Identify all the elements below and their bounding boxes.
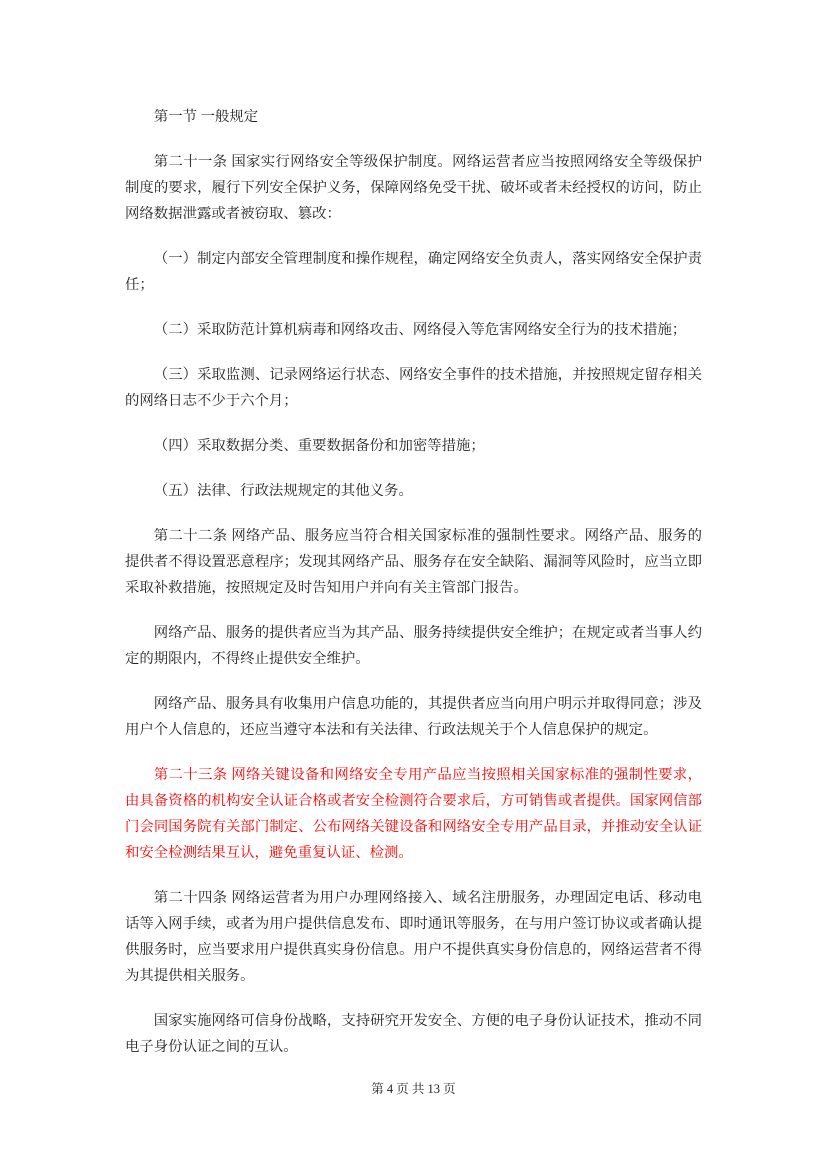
section-heading: 第一节 一般规定 (153, 109, 259, 125)
paragraph-list (125, 149, 702, 1060)
paragraph-article-22: 第二十二条 网络产品、服务应当符合相关国家标准的强制性要求。网络产品、服务的提供者不得设置恶意程序；发现其网络产品、服务存在安全缺陷、漏洞等风险时，应当立即采取补救措施，按照规定及时告知用户并向有关主管部门报告。 (125, 528, 702, 596)
paragraph-article-21-item-3: （三）采取监测、记录网络运行状态、网络安全事件的技术措施，并按照规定留存相关的网络日志不少于六个月； (125, 367, 702, 409)
page-footer (0, 1080, 827, 1098)
paragraph-article-23: 第二十三条 网络关键设备和网络安全专用产品应当按照相关国家标准的强制性要求，由具备资格的机构安全认证合格或者安全检测符合要求后，方可销售或者提供。国家网信部门会同国务院有关部门制定、公布网络关键设备和网络安全专用产品目录，并推动安全认证和安全检测结果互认，避免重复认证、检测。 (125, 767, 702, 861)
paragraph-article-21-item-4: （四）采取数据分类、重要数据备份和加密等措施； (153, 438, 485, 454)
paragraph-article-22-para-2: 网络产品、服务的提供者应当为其产品、服务持续提供安全维护；在规定或者当事人约定的期限内，不得终止提供安全维护。 (125, 625, 702, 667)
page-number-indicator: 第 4 页 共 13 页 (371, 1082, 456, 1096)
document-content (125, 104, 702, 1079)
paragraph-article-21-item-2: （二）采取防范计算机病毒和网络攻击、网络侵入等危害网络安全行为的技术措施； (153, 322, 687, 338)
paragraph-article-21: 第二十一条 国家实行网络安全等级保护制度。网络运营者应当按照网络安全等级保护制度的要求，履行下列安全保护义务，保障网络免受干扰、破坏或者未经授权的访问，防止网络数据泄露或者被窃取、篡改： (125, 154, 702, 222)
paragraph-article-21-item-5: （五）法律、行政法规规定的其他义务。 (153, 483, 413, 499)
paragraph-article-24: 第二十四条 网络运营者为用户办理网络接入、域名注册服务，办理固定电话、移动电话等入网手续，或者为用户提供信息发布、即时通讯等服务，在与用户签订协议或者确认提供服务时，应当要求用户提供真实身份信息。用户不提供真实身份信息的，网络运营者不得为其提供相关服务。 (125, 890, 702, 984)
paragraph-article-24-para-2: 国家实施网络可信身份战略，支持研究开发安全、方便的电子身份认证技术，推动不同电子身份认证之间的互认。 (125, 1013, 702, 1055)
paragraph-article-22-para-3: 网络产品、服务具有收集用户信息功能的，其提供者应当向用户明示并取得同意；涉及用户个人信息的，还应当遵守本法和有关法律、行政法规关于个人信息保护的规定。 (125, 696, 702, 738)
paragraph-article-21-item-1: （一）制定内部安全管理制度和操作规程，确定网络安全负责人，落实网络安全保护责任； (125, 251, 702, 293)
